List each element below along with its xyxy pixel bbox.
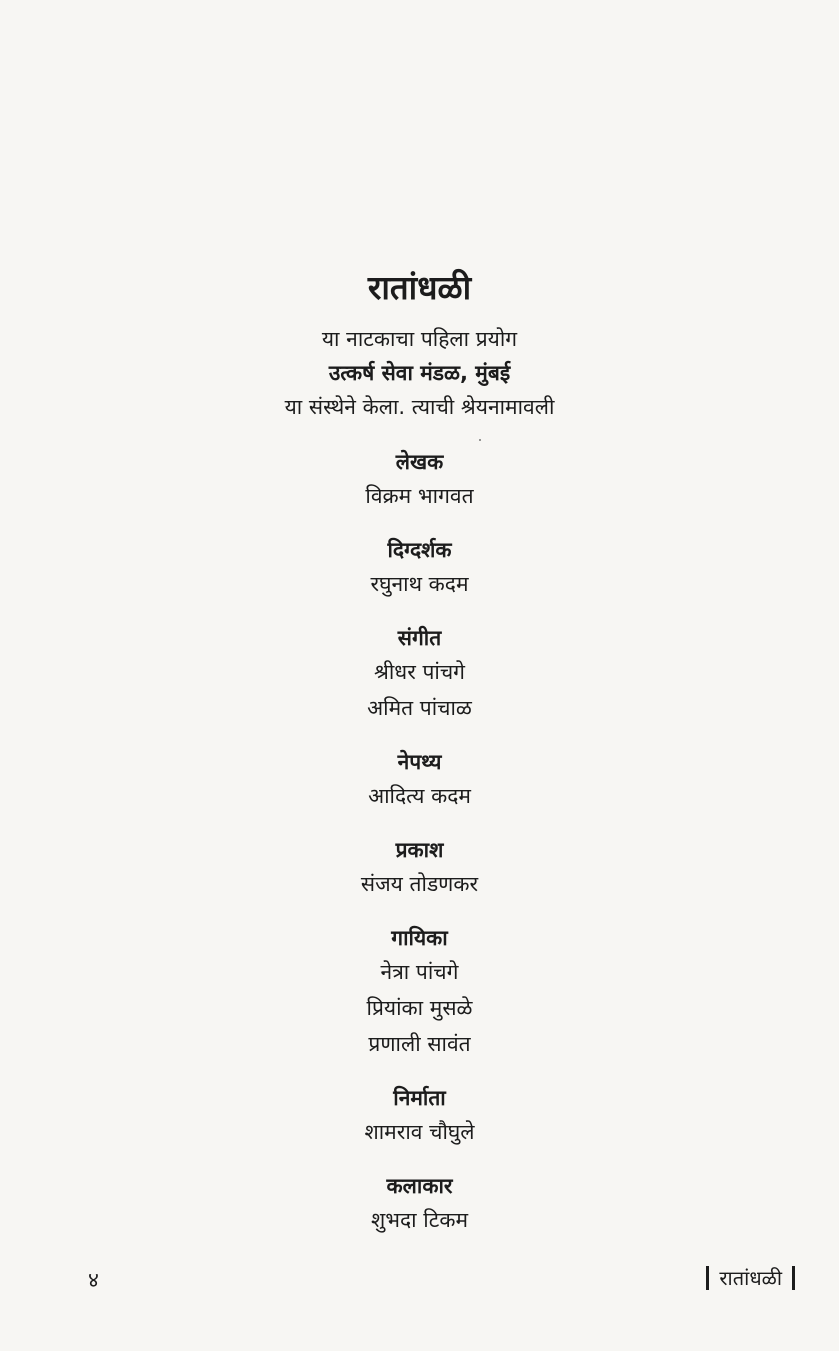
play-title: रातांधळी [367, 268, 472, 307]
credit-role: कलाकार [386, 1174, 453, 1198]
credit-section-music [0, 622, 839, 726]
intro-line-organization: उत्कर्ष सेवा मंडळ, मुंबई [328, 361, 511, 385]
credit-role: गायिका [391, 926, 448, 950]
credit-section-cast [0, 1170, 839, 1238]
credit-section-singers [0, 922, 839, 1062]
credit-role: निर्माता [393, 1086, 446, 1110]
stray-mark [479, 439, 481, 441]
running-title: रातांधळी [719, 1266, 782, 1290]
intro-block [0, 322, 839, 424]
right-divider-bar [792, 1266, 795, 1290]
credit-name: अमित पांचाळ [367, 696, 472, 720]
credit-role: प्रकाश [395, 838, 444, 862]
credit-section-producer [0, 1082, 839, 1150]
credit-name: नेत्रा पांचगे [380, 960, 459, 984]
credit-name: शामराव चौघुले [364, 1120, 475, 1144]
credit-section-set-design [0, 746, 839, 814]
credit-name: आदित्य कदम [368, 784, 471, 808]
credit-name: विक्रम भागवत [365, 484, 474, 508]
intro-line-first-performance: या नाटकाचा पहिला प्रयोग [321, 327, 518, 351]
credit-name: संजय तोडणकर [360, 872, 479, 896]
credit-role: लेखक [395, 450, 444, 474]
intro-line-credits-note: या संस्थेने केला. त्याची श्रेयनामावली [284, 395, 555, 419]
running-header [706, 1264, 795, 1291]
credit-name: शुभदा टिकम [370, 1208, 469, 1232]
credit-section-writer [0, 446, 839, 514]
credit-role: दिग्दर्शक [387, 538, 452, 562]
credits-list [0, 446, 839, 1258]
left-divider-bar [706, 1266, 709, 1290]
page-number: ४ [88, 1268, 99, 1292]
credit-section-director [0, 534, 839, 602]
credit-name: श्रीधर पांचगे [373, 660, 465, 684]
credit-role: नेपथ्य [397, 750, 442, 774]
credit-section-lighting [0, 834, 839, 902]
credit-name: प्रियांका मुसळे [366, 996, 473, 1020]
credit-role: संगीत [397, 626, 442, 650]
credit-name: प्रणाली सावंत [368, 1032, 471, 1056]
credit-name: रघुनाथ कदम [370, 572, 469, 596]
